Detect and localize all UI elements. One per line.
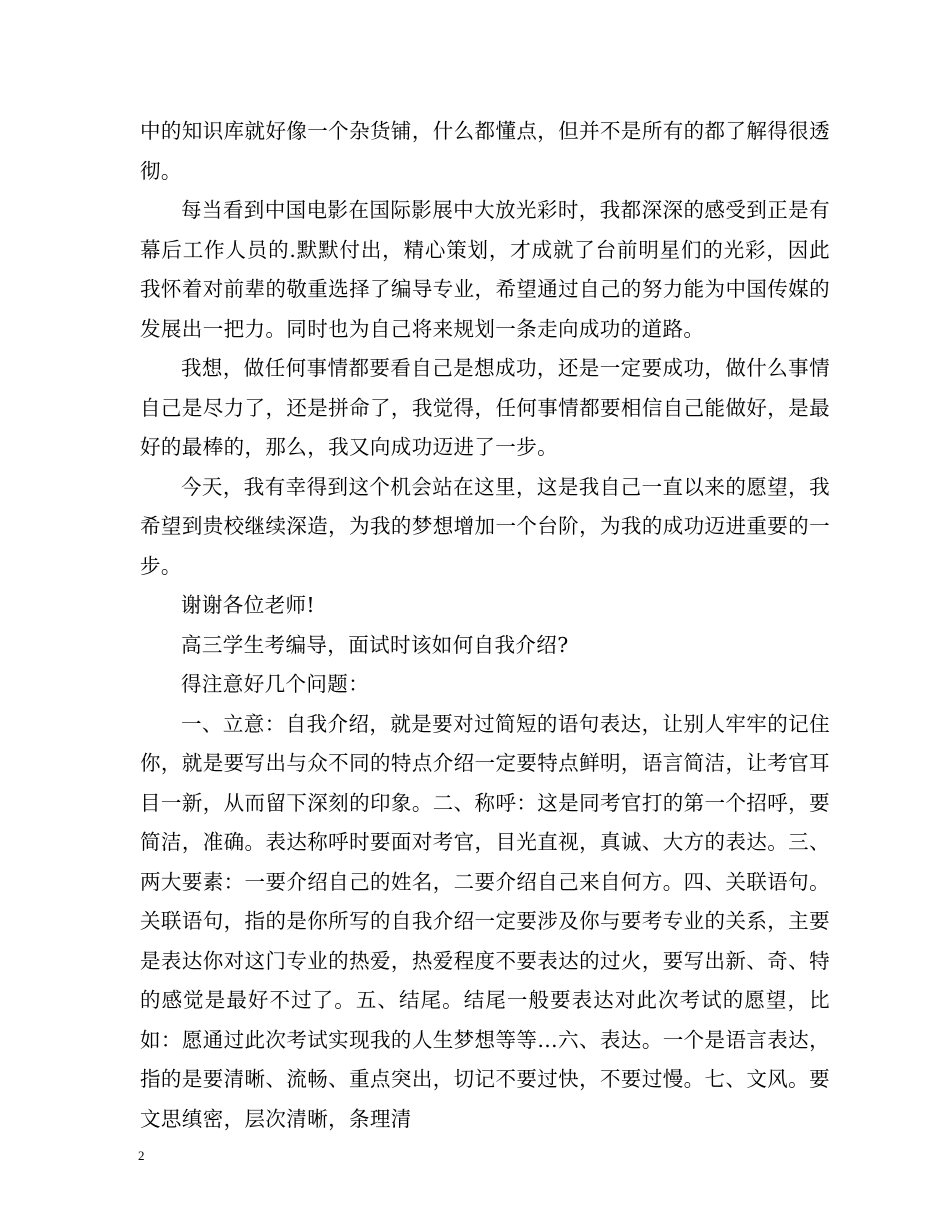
paragraph-question-heading: 高三学生考编导，面试时该如何自我介绍? [181, 632, 569, 657]
paragraph-notes-intro: 得注意好几个问题： [181, 672, 370, 696]
paragraph-thanks: 谢谢各位老师! [181, 593, 316, 617]
page-body [140, 112, 830, 1139]
paragraph-continuation: 中的知识库就好像一个杂货铺，什么都懂点，但并不是所有的都了解得很透彻。 [140, 119, 830, 183]
page-number: 2 [138, 1148, 145, 1163]
paragraph-tips-list: 一、立意：自我介绍，就是要对过简短的语句表达，让别人牢牢的记住你，就是要写出与众不同的特点介绍一定要特点鲜明，语言简洁，让考官耳目一新，从而留下深刻的印象。二、称呼：这是同考官打的第一个招呼，要简洁，准确。表达称呼时要面对考官，目光直视，真诚、大方的表达。三、两大要素：一要介绍自己的姓名，二要介绍自己来自何方。四、关联语句。关联语句，指的是你所写的自我介绍一定要涉及你与要考专业的关系，主要是表达你对这门专业的热爱，热爱程度不要表达的过火，要写出新、奇、特的感觉是最好不过了。五、结尾。结尾一般要表达对此次考试的愿望，比如：愿通过此次考试实现我的人生梦想等等…六、表达。一个是语言表达，指的是要清晰、流畅、重点突出，切记不要过快，不要过慢。七、文风。要文思缜密，层次清晰，条理清 [140, 711, 830, 1131]
paragraph-film-motivation: 每当看到中国电影在国际影展中大放光彩时，我都深深的感受到正是有幕后工作人员的.默默付出，精心策划，才成就了台前明星们的光彩，因此我怀着对前辈的敬重选择了编导专业，希望通过自己的努力能为中国传媒的发展出一把力。同时也为自己将来规划一条走向成功的道路。 [140, 198, 830, 341]
paragraph-success-attitude: 我想，做任何事情都要看自己是想成功，还是一定要成功，做什么事情自己是尽力了，还是拼命了，我觉得，任何事情都要相信自己能做好，是最好的最棒的，那么，我又向成功迈进了一步。 [140, 356, 830, 459]
paragraph-today-wish: 今天，我有幸得到这个机会站在这里，这是我自己一直以来的愿望，我希望到贵校继续深造，为我的梦想增加一个台阶，为我的成功迈进重要的一步。 [140, 474, 830, 578]
